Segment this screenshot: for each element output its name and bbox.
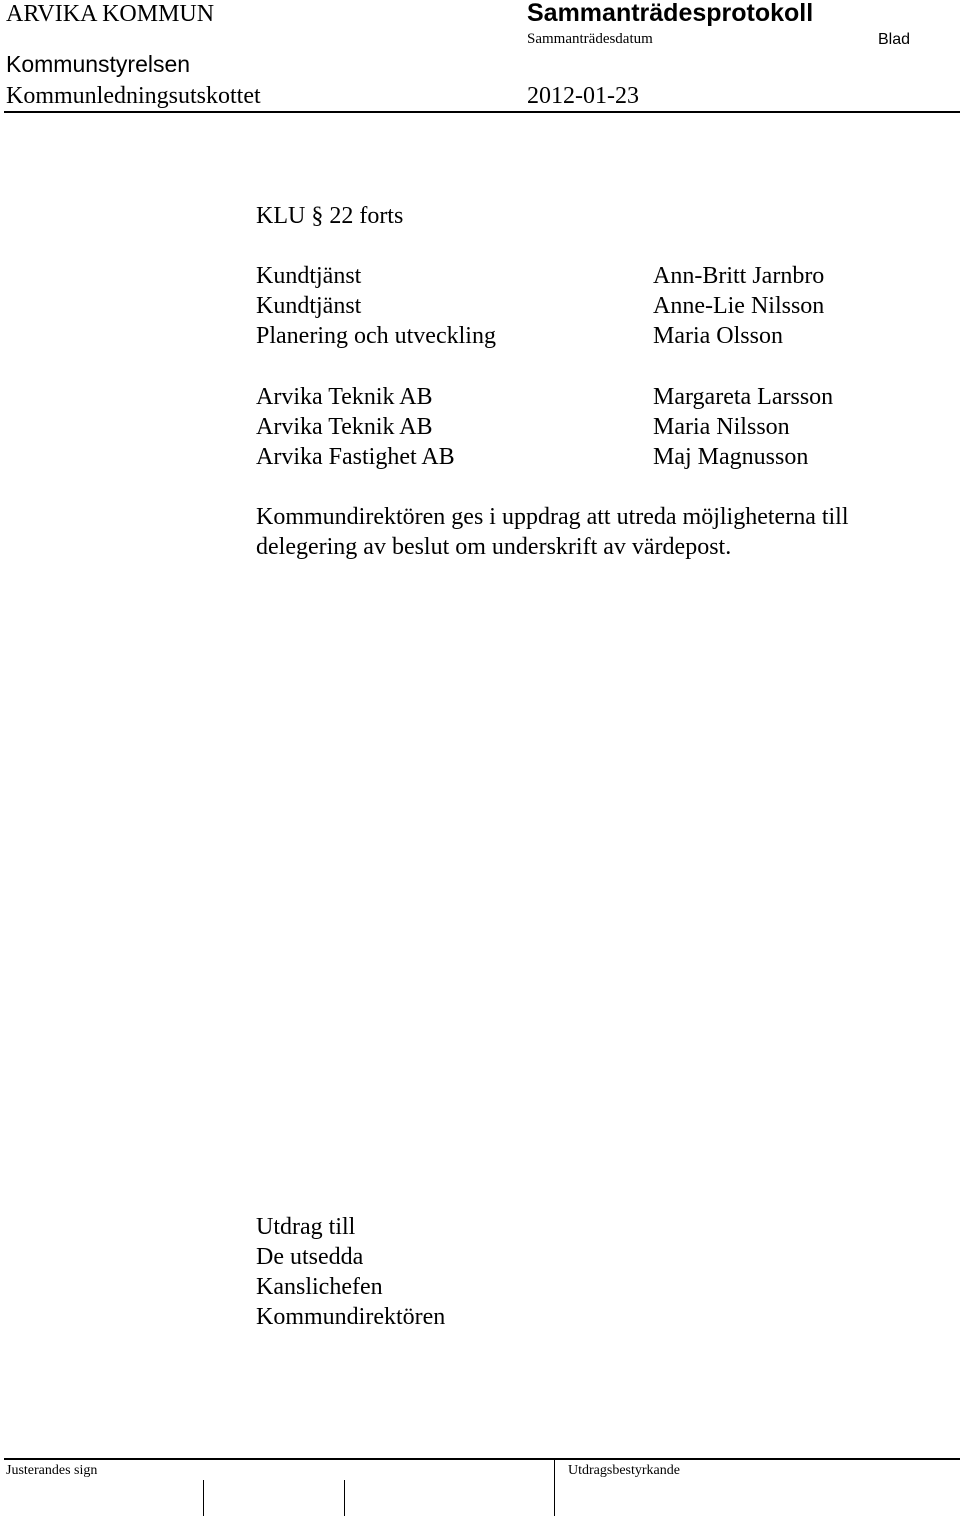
decision-text: [256, 502, 849, 562]
page-label: Blad: [878, 31, 911, 48]
signature-box-divider: [344, 1480, 345, 1516]
recipient-unit: Planering och utveckling: [256, 323, 496, 349]
signature-label: Justerandes sign: [6, 1463, 98, 1478]
decision-line: Kommundirektören ges i uppdrag att utreda möjligheterna till: [256, 504, 849, 530]
board-name: Kommunstyrelsen: [6, 51, 191, 77]
decision-line: delegering av beslut om underskrift av värdepost.: [256, 534, 732, 560]
document-title: Sammanträdesprotokoll: [527, 0, 814, 27]
footer-divider: [4, 1458, 960, 1460]
distribution-list: [256, 1212, 445, 1332]
distribution-heading: Utdrag till: [256, 1214, 356, 1240]
organization-name: ARVIKA KOMMUN: [6, 1, 215, 27]
committee-name: Kommunledningsutskottet: [6, 83, 261, 109]
recipient-unit: Arvika Fastighet AB: [256, 444, 455, 470]
recipient-units-group-1: [256, 261, 496, 351]
distribution-item: Kanslichefen: [256, 1274, 383, 1300]
footer-column-divider: [554, 1460, 555, 1516]
recipient-unit: Kundtjänst: [256, 263, 362, 289]
meeting-date-label: Sammanträdesdatum: [527, 31, 653, 47]
recipient-unit: Kundtjänst: [256, 293, 362, 319]
meeting-date: 2012-01-23: [527, 83, 639, 109]
recipient-names-group-1: [653, 261, 824, 351]
recipient-name: Margareta Larsson: [653, 384, 834, 410]
recipient-name: Maria Olsson: [653, 323, 783, 349]
recipient-name: Maria Nilsson: [653, 414, 790, 440]
recipient-unit: Arvika Teknik AB: [256, 384, 433, 410]
recipient-unit: Arvika Teknik AB: [256, 414, 433, 440]
recipient-units-group-2: [256, 382, 455, 472]
recipient-name: Anne-Lie Nilsson: [653, 293, 825, 319]
section-reference: KLU § 22 forts: [256, 203, 404, 229]
signature-box-divider: [203, 1480, 204, 1516]
certification-label: Utdragsbestyrkande: [568, 1463, 680, 1478]
distribution-item: Kommundirektören: [256, 1304, 446, 1330]
recipient-names-group-2: [653, 382, 833, 472]
recipient-name: Maj Magnusson: [653, 444, 809, 470]
distribution-item: De utsedda: [256, 1244, 364, 1270]
recipient-name: Ann-Britt Jarnbro: [653, 263, 825, 289]
header-divider: [4, 111, 960, 113]
